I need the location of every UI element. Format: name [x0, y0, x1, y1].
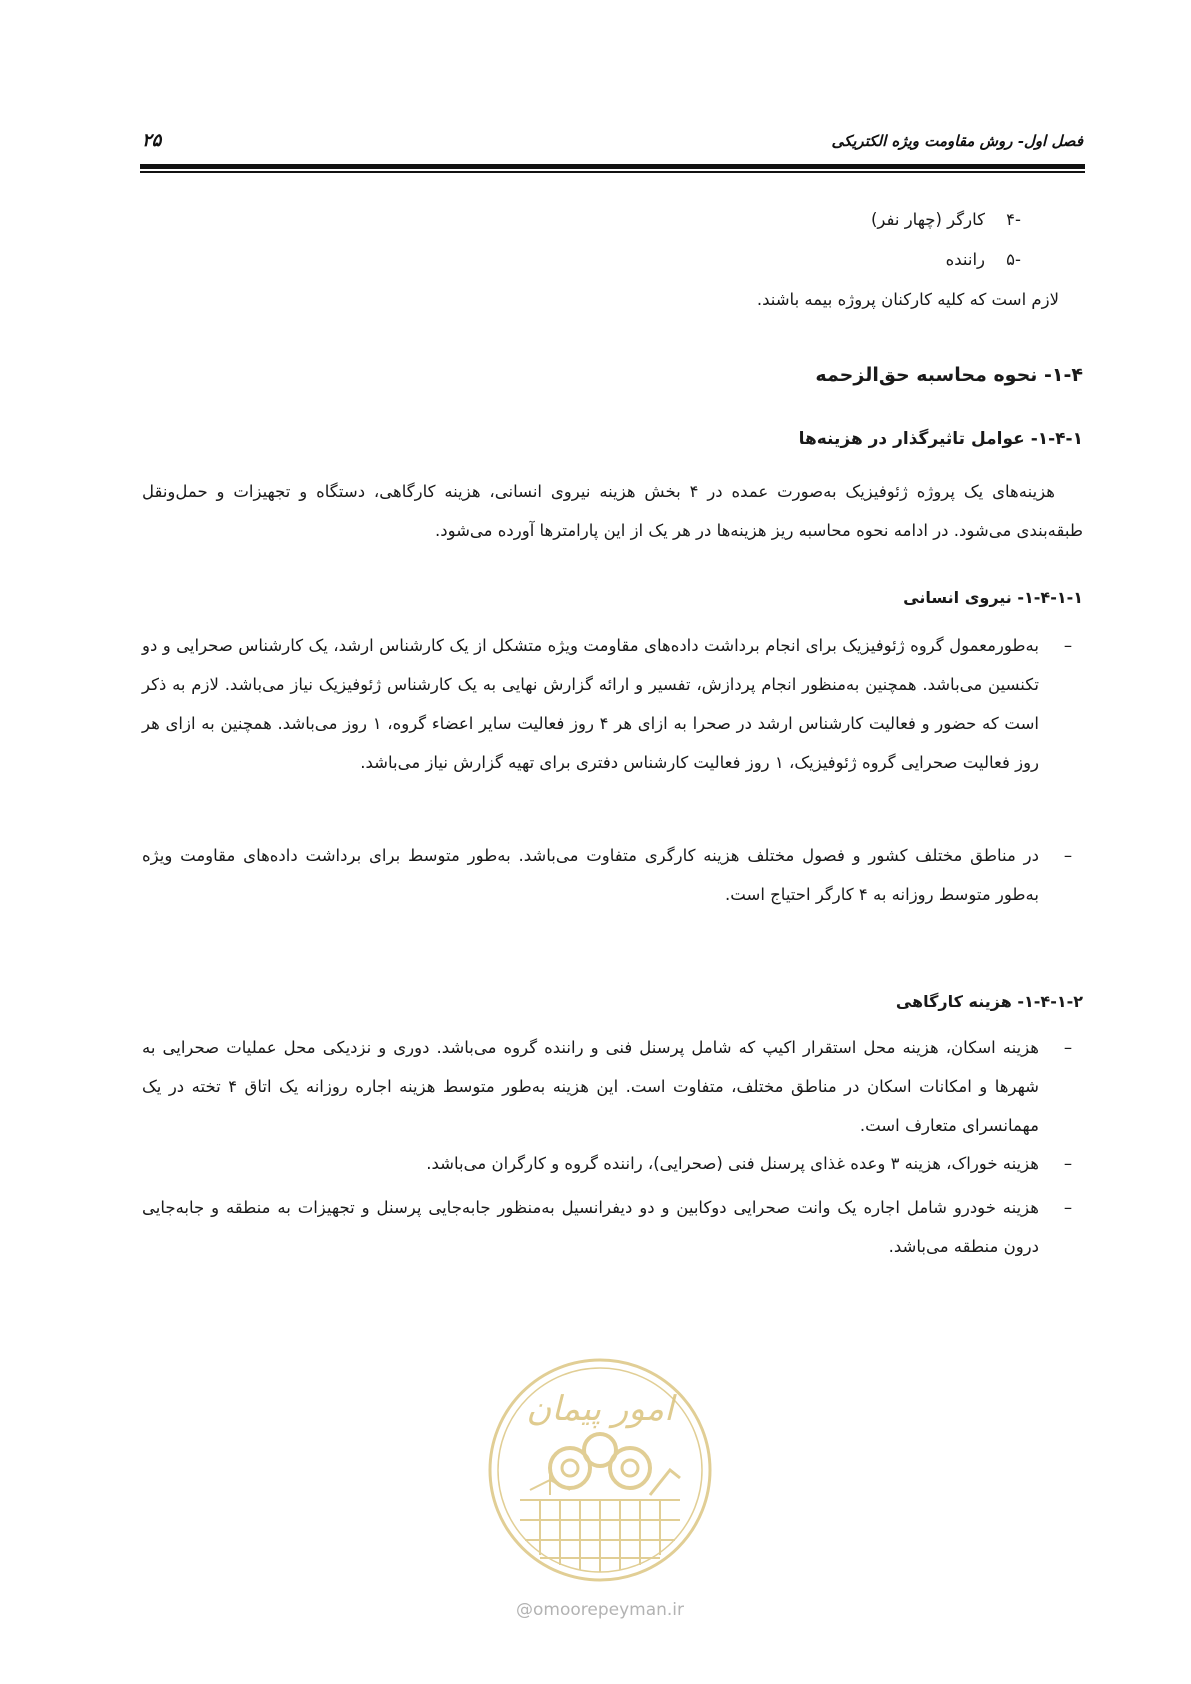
list-item-number: -۵ — [1006, 250, 1021, 269]
chapter-title: فصل اول- روش مقاومت ویژه الکتریکی — [831, 132, 1083, 150]
insurance-note: لازم است که کلیه کارکنان پروژه بیمه باشند. — [756, 290, 1059, 309]
running-header — [142, 130, 1083, 162]
dash-bullet-icon: – — [1063, 1154, 1073, 1173]
intro-paragraph: هزینه‌های یک پروژه ژئوفیزیک به‌صورت عمده در ۴ بخش هزینه نیروی انسانی، هزینه کارگاهی، دستگاه و تجهیزات و حمل‌ونقل طبقه‌بندی می‌شود. در ادامه نحوه محاسبه ریز هزینه‌ها در هر یک از این پارامترها آورده می‌شود. — [142, 482, 1083, 540]
dash-bullet-icon: – — [1063, 1198, 1073, 1217]
bullet-text: هزینه اسکان، هزینه محل استقرار اکیپ که شامل پرسنل فنی و راننده گروه می‌باشد. دوری و نزدیکی محل عملیات صحرایی به شهرها و امکانات اسکان در مناطق مختلف، متفاوت است. این هزینه به‌طور متوسط هزینه اجاره روزانه یک اتاق ۴ تخته در یک مهمانسرای متعارف است. — [142, 1038, 1040, 1135]
list-item-text: کارگر (چهار نفر) — [870, 210, 985, 229]
logo-text: امور پیمان — [526, 1389, 674, 1429]
list-item — [871, 200, 1021, 239]
stamp-seal-icon — [480, 1350, 720, 1590]
header-rule-thick — [140, 164, 1085, 169]
bullet-text: هزینه خوراک، هزینه ۳ وعده غذای پرسنل فنی (صحرایی)، راننده گروه و کارگران می‌باشد. — [426, 1154, 1039, 1173]
bullet-item — [142, 1144, 1083, 1183]
page-number: ۲۵ — [142, 130, 162, 151]
subsection-heading: ۱-۴-۱- عوامل تاثیرگذار در هزینه‌ها — [798, 429, 1083, 449]
list-item-text: راننده — [945, 250, 985, 269]
bullet-item — [142, 836, 1083, 914]
bullet-item — [142, 626, 1083, 782]
dash-bullet-icon: – — [1063, 846, 1073, 865]
dash-bullet-icon: – — [1063, 1038, 1073, 1057]
bullet-item — [142, 1188, 1083, 1266]
list-item-number: -۴ — [1006, 210, 1021, 229]
workshop-heading: ۱-۴-۱-۲- هزینه کارگاهی — [895, 992, 1083, 1011]
bullet-text: در مناطق مختلف کشور و فصول مختلف هزینه کارگری متفاوت می‌باشد. به‌طور متوسط برای برداشت داده‌های مقاومت ویژه به‌طور متوسط روزانه به ۴ کارگر احتیاج است. — [142, 846, 1039, 904]
dash-bullet-icon: – — [1063, 636, 1073, 655]
watermark-logo — [480, 1350, 720, 1590]
watermark-site: @omoorepeyman.ir — [515, 1600, 685, 1620]
bullet-text: هزینه خودرو شامل اجاره یک وانت صحرایی دوکابین و دو دیفرانسیل به‌منظور جابه‌جایی پرسنل و تجهیزات به منطقه و جابه‌جایی درون منطقه می‌باشد. — [142, 1198, 1039, 1256]
section-heading: ۱-۴- نحوه محاسبه حق‌الزحمه — [815, 364, 1083, 386]
manpower-heading: ۱-۴-۱-۱- نیروی انسانی — [903, 588, 1083, 607]
bullet-text: به‌طورمعمول گروه ژئوفیزیک برای انجام برداشت داده‌های مقاومت ویژه متشکل از یک کارشناس ارشد، یک کارشناس صحرایی و دو تکنسین می‌باشد. همچنین به‌منظور انجام پردازش، تفسیر و ارائه گزارش نهایی به یک کارشناس ژئوفیزیک نیاز می‌باشد. لازم به ذکر است که حضور و فعالیت کارشناس ارشد در صحرا به ازای هر ۴ روز فعالیت سایر اعضاء گروه، ۱ روز می‌باشد. همچنین به ازای هر روز فعالیت صحرایی گروه ژئوفیزیک، ۱ روز فعالیت کارشناس دفتری برای تهیه گزارش نیاز می‌باشد. — [142, 636, 1039, 772]
list-item — [946, 240, 1021, 279]
header-rule-thin — [140, 171, 1085, 173]
bullet-item — [142, 1028, 1083, 1145]
